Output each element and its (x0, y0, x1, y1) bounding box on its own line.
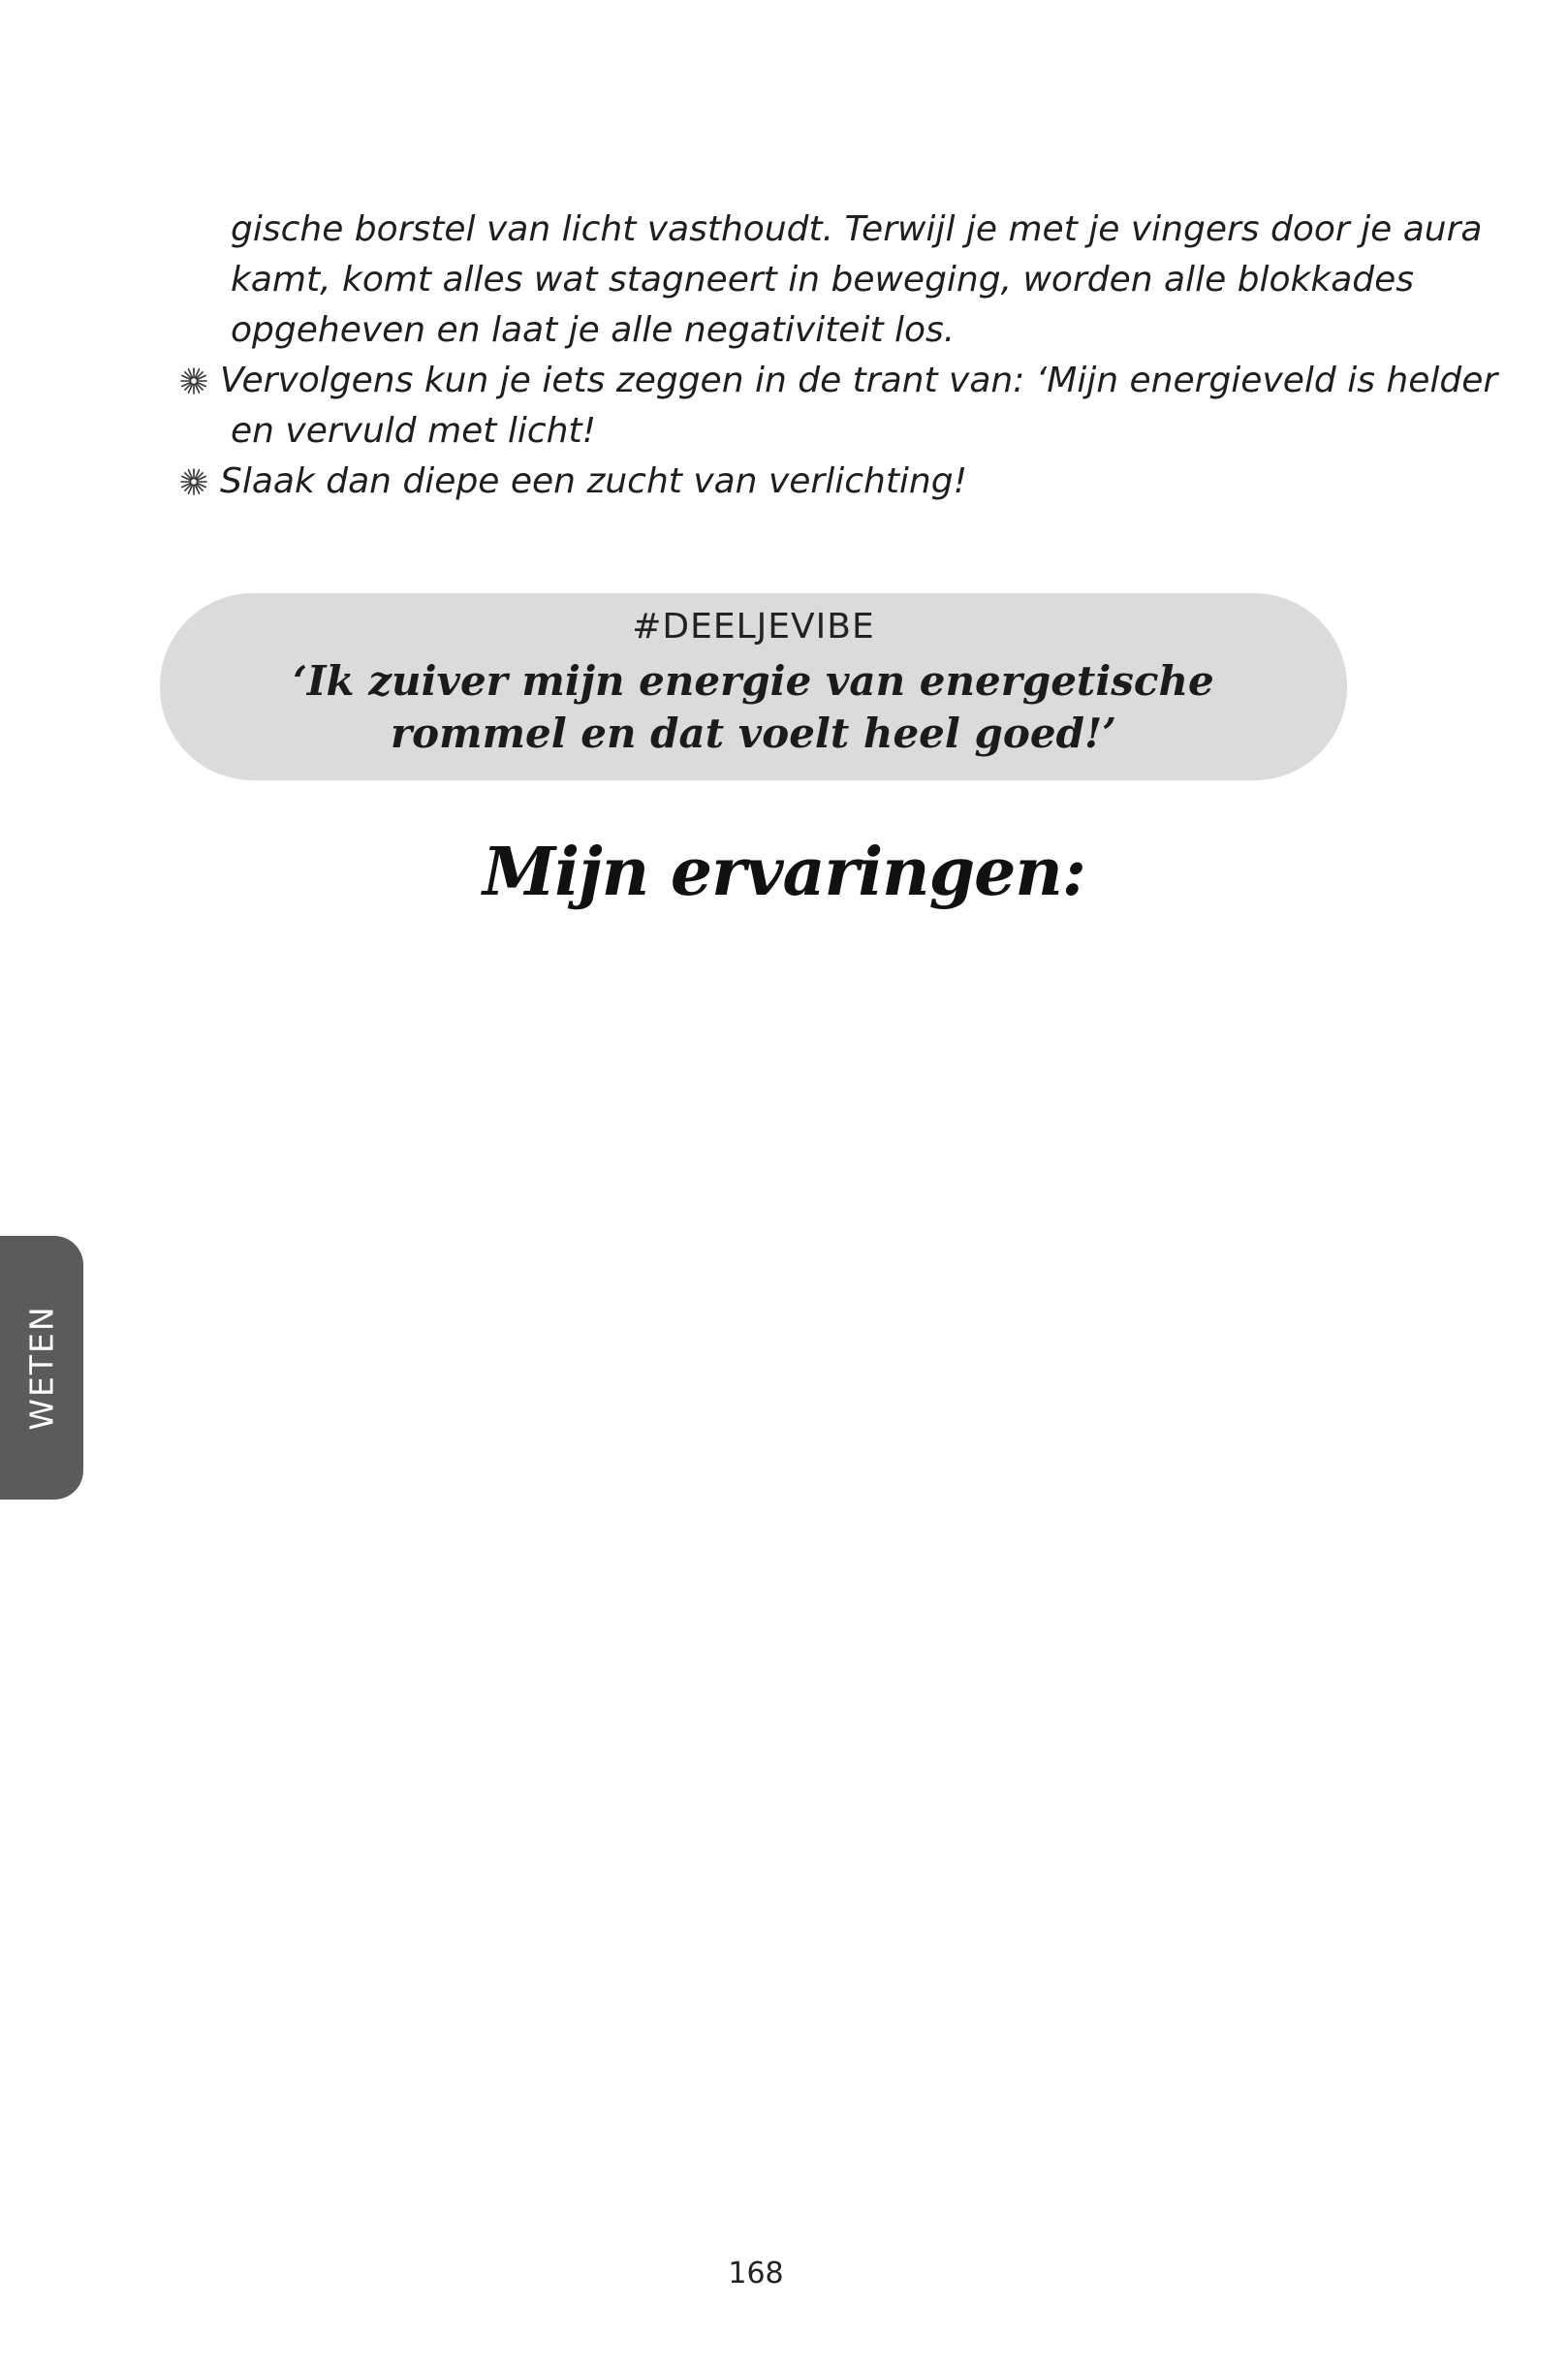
share-vibe-box (160, 593, 1347, 780)
bullet-text: Slaak dan diepe een zucht van verlichting! (220, 461, 968, 501)
vibe-quote-line: rommel en dat voelt heel goed!’ (390, 710, 1116, 757)
page-number: 168 (728, 2257, 784, 2290)
body-line: gische borstel van licht vasthoudt. Terwijl je met je vingers door je aura (231, 209, 1483, 249)
body-line: opgeheven en laat je alle negativiteit los. (231, 310, 956, 350)
bullet-text: Vervolgens kun je iets zeggen in de trant van: ‘Mijn energieveld is helder (220, 361, 1498, 400)
section-tab-label: WETEN (22, 1305, 61, 1431)
vibe-quote (160, 655, 1347, 760)
starburst-icon (179, 467, 208, 496)
section-side-tab (0, 1236, 83, 1500)
experiences-heading: Mijn ervaringen: (483, 834, 1085, 911)
vibe-quote-line: ‘Ik zuiver mijn energie van energetische (293, 657, 1214, 705)
bullet-continuation: en vervuld met licht! (231, 411, 597, 451)
bullet-item (179, 356, 1497, 406)
body-line: kamt, komt alles wat stagneert in beweging, worden alle blokkades (231, 260, 1415, 300)
starburst-icon (179, 366, 208, 395)
hashtag: #DEELJEVIBE (632, 607, 875, 647)
bullet-item (179, 457, 967, 507)
